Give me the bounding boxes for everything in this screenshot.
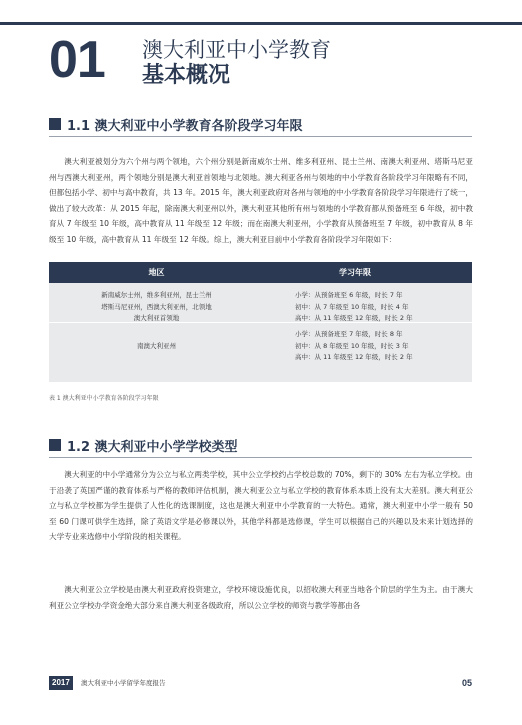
table-cell-region [49, 290, 264, 325]
table-header-years: 学习年限 [339, 268, 371, 277]
region-line: 澳大利亚首领地 [133, 314, 180, 322]
footer-year: 2017 [49, 676, 73, 690]
table-row-divider [49, 322, 472, 323]
section-heading-2-text: 1.2 澳大利亚中小学学校类型 [67, 439, 238, 455]
table-cell-years [295, 329, 413, 364]
duration-table [49, 262, 472, 382]
chapter-title: 澳大利亚中小学教育 [142, 38, 331, 62]
years-line: 高中：从 11 年级至 12 年级，时长 2 年 [295, 353, 413, 361]
section-marker-icon [49, 439, 61, 451]
years-line: 小学：从预备班至 6 年级，时长 7 年 [295, 291, 403, 299]
chapter-number: 01 [49, 31, 105, 89]
region-line: 南澳大利亚州 [137, 342, 176, 350]
section-divider-2 [49, 457, 472, 458]
chapter-subtitle: 基本概况 [142, 63, 231, 88]
section2-paragraph-2: 澳大利亚公立学校是由澳大利亚政府投资建立，学校环境设施优良，以招收澳大利亚当地各个阶层的学生为主。由于澳大利亚公立学校办学资金绝大部分来自澳大利亚各级政府，所以公立学校的师资与教学等都由各 [49, 585, 473, 610]
years-line: 小学：从预备班至 7 年级，时长 8 年 [295, 330, 403, 338]
section-heading-2 [49, 437, 238, 453]
table-cell-years [295, 290, 413, 325]
page-number: 05 [461, 678, 472, 688]
section-heading-1 [49, 116, 303, 132]
region-line: 新南威尔士州，维多利亚州，昆士兰州 [101, 291, 212, 299]
table-header-region: 地区 [148, 268, 165, 277]
section-marker-icon [49, 118, 61, 130]
section1-paragraph: 澳大利亚被划分为六个州与两个领地，六个州分别是新南威尔士州、维多利亚州、昆士兰州、南澳大利亚州、塔斯马尼亚州与西澳大利亚州，两个领地分别是澳大利亚首领地与北领地。澳大利亚各州与领地的中小学教育各阶段学习年限略有不同，但都包括小学、初中与高中教育，共 13 年。2015 年，澳大利亚政府对各州与领地的中小学教育各阶段学习年限进行了统一，做出了较大改革：从 2015 年起，除南澳大利亚州以外，澳大利亚其他所有州与领地的小学教育都从预备班至 6 年级，初中教育从 7 年级至 10 年级，高中教育从 11 年级至 12 年级；而在南澳大利亚州，小学教育从预备班至 7 年级，初中教育从 8 年级至 10 年级，高中教育从 11 年级至 12 年级。综上，澳大利亚目前中小学教育各阶段学习年限如下： [49, 157, 473, 244]
page-footer [49, 676, 472, 690]
table-cell-region [49, 341, 264, 353]
section2-paragraph-1: 澳大利亚的中小学通常分为公立与私立两类学校，其中公立学校约占学校总数的 70%，剩下的 30% 左右为私立学校。由于沿袭了英国严谨的教育体系与严格的教师评估机制，澳大利亚公立与私立学校的教育体系本质上没有太大差别。澳大利亚公立与私立学校都为学生提供了人性化的选课制度，这也是澳大利亚中小学教育的一大特色。通常，澳大利亚中小学一般有 50 至 60 门课可供学生选择，除了英语文学是必修课以外，其他学科都是选修课，学生可以根据自己的兴趣以及未来计划选择的大学专业来选修中小学阶段的相关课程。 [49, 470, 473, 542]
years-line: 初中：从 8 年级至 10 年级，时长 3 年 [295, 341, 409, 350]
region-line: 塔斯马尼亚州，西澳大利亚州，北领地 [101, 302, 212, 311]
section-heading-1-text: 1.1 澳大利亚中小学教育各阶段学习年限 [67, 118, 303, 134]
footer-title: 澳大利亚中小学留学年度报告 [81, 679, 166, 687]
table-caption: 表 1 澳大利亚中小学教育各阶段学习年限 [49, 395, 159, 402]
table-header [49, 262, 472, 283]
top-rule [0, 22, 522, 25]
years-line: 初中：从 7 年级至 10 年级，时长 4 年 [295, 302, 409, 311]
section-divider-1 [49, 136, 472, 137]
years-line: 高中：从 11 年级至 12 年级，时长 2 年 [295, 314, 413, 322]
